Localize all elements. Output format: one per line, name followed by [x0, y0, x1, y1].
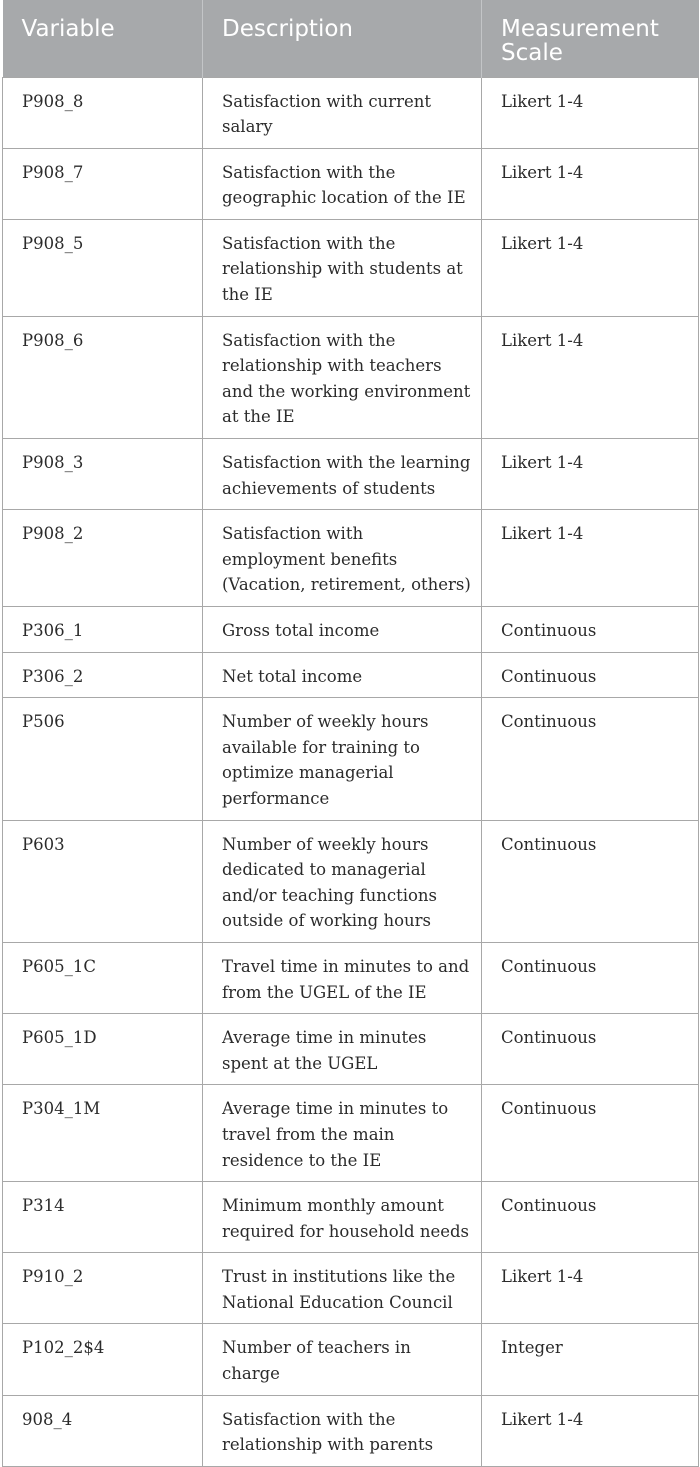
cell-scale: Likert 1-4: [482, 316, 699, 438]
cell-variable: P102_2$4: [3, 1324, 203, 1395]
table-row: [3, 698, 699, 820]
cell-description: Satisfaction with the geographic location of the IE: [203, 148, 482, 219]
table-row: [3, 316, 699, 438]
cell-scale: Likert 1-4: [482, 148, 699, 219]
cell-description: Satisfaction with the relationship with teachers and the working environment at the IE: [203, 316, 482, 438]
table-row: [3, 1085, 699, 1182]
cell-description: Satisfaction with current salary: [203, 77, 482, 148]
cell-scale: Likert 1-4: [482, 77, 699, 148]
cell-scale: Likert 1-4: [482, 439, 699, 510]
header-measurement-scale: Measurement Scale: [482, 0, 699, 77]
table-row: [3, 652, 699, 698]
table-row: [3, 1253, 699, 1324]
cell-variable: P908_5: [3, 219, 203, 316]
cell-variable: P304_1M: [3, 1085, 203, 1182]
table-row: [3, 1395, 699, 1466]
cell-variable: P605_1C: [3, 942, 203, 1013]
cell-variable: P605_1D: [3, 1014, 203, 1085]
header-description: Description: [203, 0, 482, 77]
table-row: [3, 1014, 699, 1085]
cell-variable: P908_2: [3, 510, 203, 607]
cell-variable: P908_8: [3, 77, 203, 148]
cell-scale: Continuous: [482, 698, 699, 820]
table-row: [3, 510, 699, 607]
cell-description: Average time in minutes to travel from the main residence to the IE: [203, 1085, 482, 1182]
cell-description: Satisfaction with employment benefits (Vacation, retirement, others): [203, 510, 482, 607]
table-row: [3, 607, 699, 653]
cell-description: Net total income: [203, 652, 482, 698]
variables-table: [2, 0, 699, 1467]
cell-variable: P908_3: [3, 439, 203, 510]
cell-variable: P908_7: [3, 148, 203, 219]
table-row: [3, 439, 699, 510]
cell-scale: Continuous: [482, 1085, 699, 1182]
cell-description: Satisfaction with the learning achievements of students: [203, 439, 482, 510]
cell-description: Satisfaction with the relationship with parents: [203, 1395, 482, 1466]
table-row: [3, 1324, 699, 1395]
table-header-row: [3, 0, 699, 77]
cell-variable: 908_4: [3, 1395, 203, 1466]
cell-description: Trust in institutions like the National Education Council: [203, 1253, 482, 1324]
table-row: [3, 1182, 699, 1253]
cell-variable: P306_2: [3, 652, 203, 698]
cell-scale: Integer: [482, 1324, 699, 1395]
cell-description: Minimum monthly amount required for household needs: [203, 1182, 482, 1253]
cell-variable: P314: [3, 1182, 203, 1253]
cell-variable: P506: [3, 698, 203, 820]
cell-description: Number of weekly hours available for training to optimize managerial performance: [203, 698, 482, 820]
cell-description: Travel time in minutes to and from the UGEL of the IE: [203, 942, 482, 1013]
cell-scale: Continuous: [482, 607, 699, 653]
table-row: [3, 77, 699, 148]
cell-variable: P306_1: [3, 607, 203, 653]
table-row: [3, 820, 699, 942]
cell-scale: Likert 1-4: [482, 219, 699, 316]
table-row: [3, 148, 699, 219]
cell-variable: P603: [3, 820, 203, 942]
cell-description: Gross total income: [203, 607, 482, 653]
cell-scale: Continuous: [482, 942, 699, 1013]
cell-scale: Likert 1-4: [482, 510, 699, 607]
cell-scale: Likert 1-4: [482, 1395, 699, 1466]
cell-description: Satisfaction with the relationship with students at the IE: [203, 219, 482, 316]
cell-description: Number of teachers in charge: [203, 1324, 482, 1395]
cell-description: Average time in minutes spent at the UGEL: [203, 1014, 482, 1085]
cell-variable: P910_2: [3, 1253, 203, 1324]
cell-description: Number of weekly hours dedicated to managerial and/or teaching functions outside of working hours: [203, 820, 482, 942]
table-row: [3, 219, 699, 316]
cell-scale: Continuous: [482, 1014, 699, 1085]
cell-scale: Likert 1-4: [482, 1253, 699, 1324]
table-row: [3, 942, 699, 1013]
header-variable: Variable: [21, 16, 115, 42]
cell-scale: Continuous: [482, 1182, 699, 1253]
cell-scale: Continuous: [482, 652, 699, 698]
cell-scale: Continuous: [482, 820, 699, 942]
cell-variable: P908_6: [3, 316, 203, 438]
